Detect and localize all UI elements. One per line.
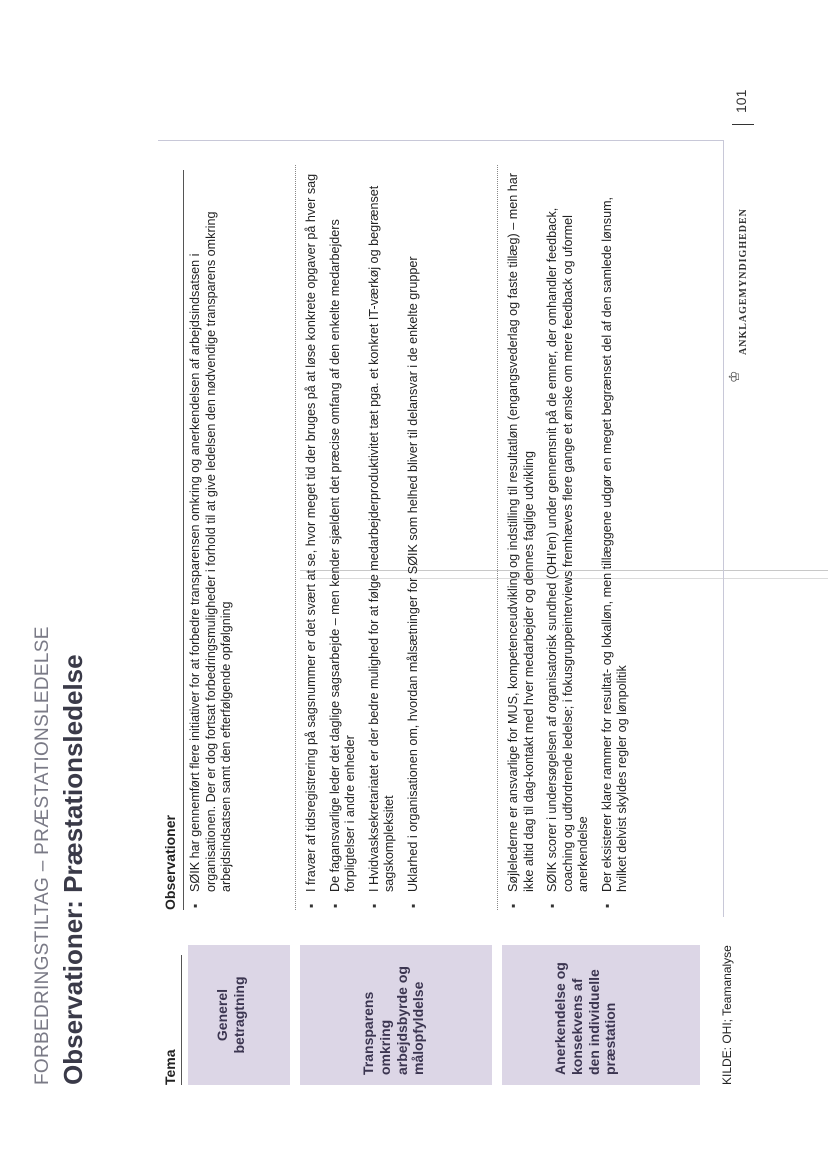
tema-cell: Anerkendelse og konsekvens af den individuelle præstation xyxy=(502,945,700,1085)
source-note: KILDE: OHI; Teamanalyse xyxy=(720,945,734,1085)
slide xyxy=(20,75,780,1125)
observations-block xyxy=(188,165,243,910)
header-rule xyxy=(183,170,184,910)
tema-cell: Generel betragtning xyxy=(188,945,290,1085)
observation-bullet: ▪ I Hvidvasksekretariatet er der bedre mulighed for at følge medarbejderproduktivitet tæt pga. et konkret IT-værkøj og begrænset sagskompleksitet xyxy=(367,165,398,910)
organization-logo: ANKLAGEMYNDIGHEDEN xyxy=(738,208,749,355)
observation-bullet: ▪ Uklarhed i organisationen om, hvordan målsætninger for SØIK som helhed bliver til delansvar i de enkelte grupper xyxy=(406,165,422,910)
slide-title: Observationer: Præstationsledelse xyxy=(58,654,88,1085)
observations-block xyxy=(506,165,639,910)
row-separator xyxy=(295,165,296,910)
observation-bullet: ▪ SØIK har gennemført flere initiativer for at forbedre transparensen omkring og anerkendelsen af arbejdsindsatsen i organisationen. Der er dog fortsat forbedringsmuligheder i forhold til at give ledelsen den nødvendige transparens omkring arbejdsindsatsen samt den efterfølgende opfølgning xyxy=(188,165,235,910)
content-frame xyxy=(158,140,724,917)
observation-bullet: ▪ I fravær af tidsregistrering på sagsnummer er det svært at se, hvor meget tid der bruges på at løse konkrete opgaver på hver sag xyxy=(304,165,320,910)
observation-bullet: ▪ Søjlelederne er ansvarlige for MUS, kompetenceudvikling og indstilling til resultatløn (engangsvederlag og faste tillæg) – men har ikke altid dag til dag-kontakt med hver medarbejder og dennes faglige udvikling xyxy=(506,165,537,910)
observation-bullet: ▪ SØIK scorer i undersøgelsen af organisatorisk sundhed (OHI'en) under gennemsnit på de emner, der omhandler feedback, coaching og udfordrende ledelse; i fokusgruppeinterviews fremhæves flere gange et ønske om mere feedback og uformel anerkendelse xyxy=(545,165,592,910)
tema-cell: Transparens omkring arbejdsbyrde og målopfyldelse xyxy=(300,945,492,1085)
column-header-tema: Tema xyxy=(162,955,182,1085)
slide-kicker: FORBEDRINGSTILTAG – PRÆSTATIONSLEDELSE xyxy=(32,626,53,1085)
row-separator xyxy=(497,165,498,910)
footer-divider xyxy=(732,124,754,125)
observation-bullet: ▪ De fagansvarlige leder det daglige sagsarbejde – men kender sjældent det præcise omfang af den enkelte medarbejders forpligtelser i andre enheder xyxy=(328,165,359,910)
observation-bullet: ▪ Der eksisterer klare rammer for resultat- og lokalløn, men tillæggene udgør en meget begrænset del af den samlede lønsum, hvilket delvist skyldes regler og lønpolitik xyxy=(600,165,631,910)
column-header-observationer: Observationer xyxy=(162,815,178,910)
page-number: 101 xyxy=(733,89,749,113)
observations-block xyxy=(304,165,429,910)
crown-icon: ♔ xyxy=(726,370,742,383)
